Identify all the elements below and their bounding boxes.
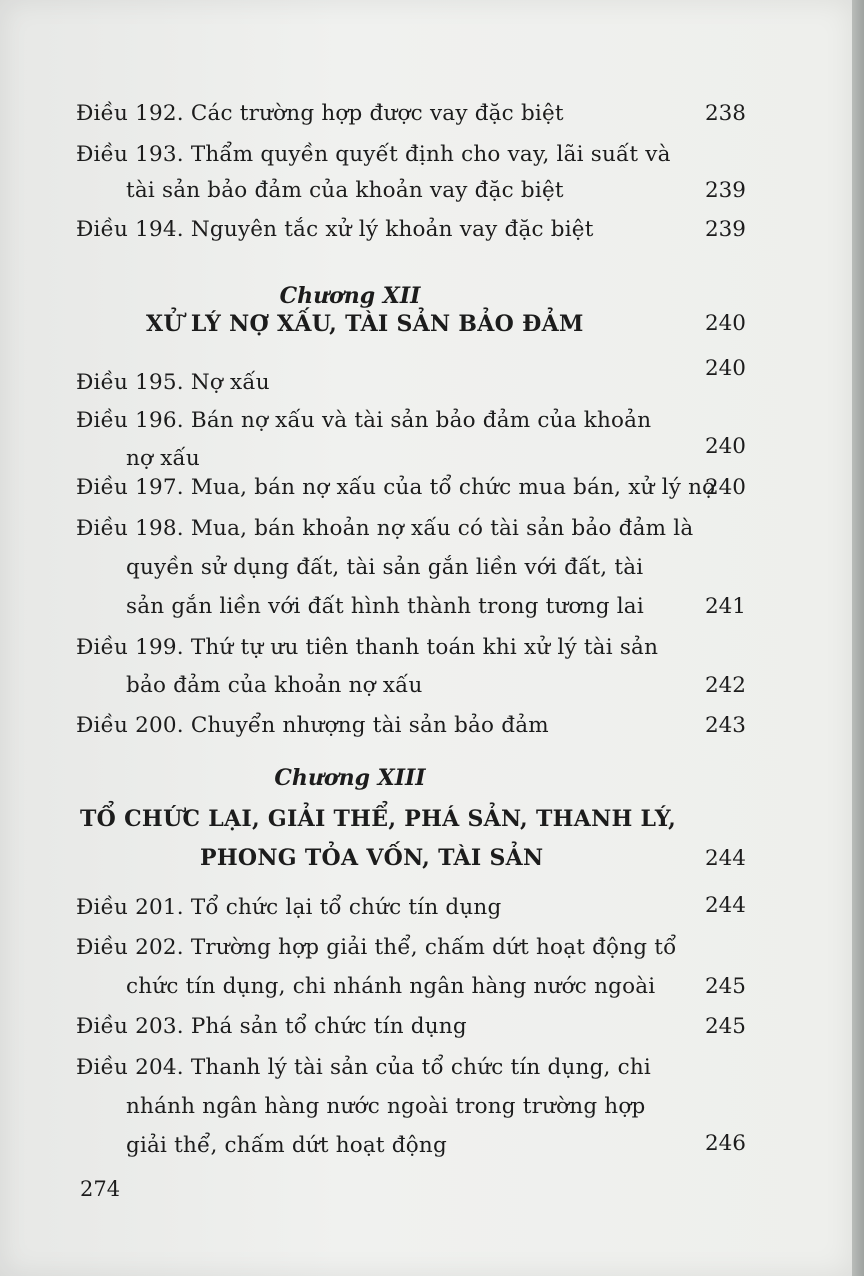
toc-page-196: 240 (704, 434, 746, 459)
toc-entry-198: Điều 198. Mua, bán khoản nợ xấu có tài sản bảo đảm là (76, 516, 694, 541)
toc-page-197: 240 (704, 475, 746, 500)
chapter-xii-page: 240 (704, 311, 746, 336)
toc-entry-193-cont: tài sản bảo đảm của khoản vay đặc biệt (126, 178, 564, 203)
toc-entry-199: Điều 199. Thứ tự ưu tiên thanh toán khi xử lý tài sản (76, 635, 659, 660)
toc-page-193: 239 (704, 178, 746, 203)
toc-page-195: 240 (704, 356, 746, 381)
toc-page-194: 239 (704, 217, 746, 242)
toc-page-203: 245 (704, 1014, 746, 1039)
page-number: 274 (80, 1177, 121, 1201)
toc-entry-195: Điều 195. Nợ xấu (76, 370, 270, 395)
toc-entry-204: Điều 204. Thanh lý tài sản của tổ chức tín dụng, chi (76, 1055, 651, 1080)
chapter-xiii-title-line1: TỔ CHỨC LẠI, GIẢI THỂ, PHÁ SẢN, THANH LÝ, (80, 806, 677, 832)
toc-page-201: 244 (704, 893, 746, 918)
toc-entry-199-cont: bảo đảm của khoản nợ xấu (126, 673, 423, 698)
toc-entry-192: Điều 192. Các trường hợp được vay đặc biệt (76, 101, 564, 126)
chapter-xiii-heading: Chương XIII (274, 765, 426, 791)
toc-page-199: 242 (704, 673, 746, 698)
toc-page-198: 241 (704, 594, 746, 619)
toc-entry-197: Điều 197. Mua, bán nợ xấu của tổ chức mua bán, xử lý nợ (76, 475, 716, 500)
chapter-xii-title: XỬ LÝ NỢ XẤU, TÀI SẢN BẢO ĐẢM (146, 311, 584, 337)
toc-page-202: 245 (704, 974, 746, 999)
toc-entry-203: Điều 203. Phá sản tổ chức tín dụng (76, 1014, 467, 1039)
toc-page-192: 238 (704, 101, 746, 126)
chapter-xii-heading: Chương XII (279, 283, 421, 309)
toc-entry-198-cont1: quyền sử dụng đất, tài sản gắn liền với đất, tài (126, 555, 644, 580)
toc-entry-193: Điều 193. Thẩm quyền quyết định cho vay, lãi suất và (76, 142, 671, 167)
toc-entry-204-cont1: nhánh ngân hàng nước ngoài trong trường hợp (126, 1094, 646, 1119)
toc-entry-194: Điều 194. Nguyên tắc xử lý khoản vay đặc biệt (76, 217, 594, 242)
toc-entry-196-cont: nợ xấu (126, 446, 200, 471)
toc-entry-196: Điều 196. Bán nợ xấu và tài sản bảo đảm của khoản (76, 408, 652, 433)
toc-entry-198-cont2: sản gắn liền với đất hình thành trong tương lai (126, 594, 644, 619)
toc-entry-202-cont: chức tín dụng, chi nhánh ngân hàng nước ngoài (126, 974, 656, 999)
chapter-xiii-page: 244 (704, 846, 746, 871)
toc-page-204: 246 (704, 1131, 746, 1156)
toc-entry-202: Điều 202. Trường hợp giải thể, chấm dứt hoạt động tổ (76, 935, 677, 960)
toc-entry-204-cont2: giải thể, chấm dứt hoạt động (126, 1133, 447, 1158)
page-edge (852, 0, 864, 1276)
toc-entry-201: Điều 201. Tổ chức lại tổ chức tín dụng (76, 895, 502, 920)
toc-entry-200: Điều 200. Chuyển nhượng tài sản bảo đảm (76, 713, 549, 738)
chapter-xiii-title-line2: PHONG TỎA VỐN, TÀI SẢN (200, 845, 544, 871)
toc-page-200: 243 (704, 713, 746, 738)
